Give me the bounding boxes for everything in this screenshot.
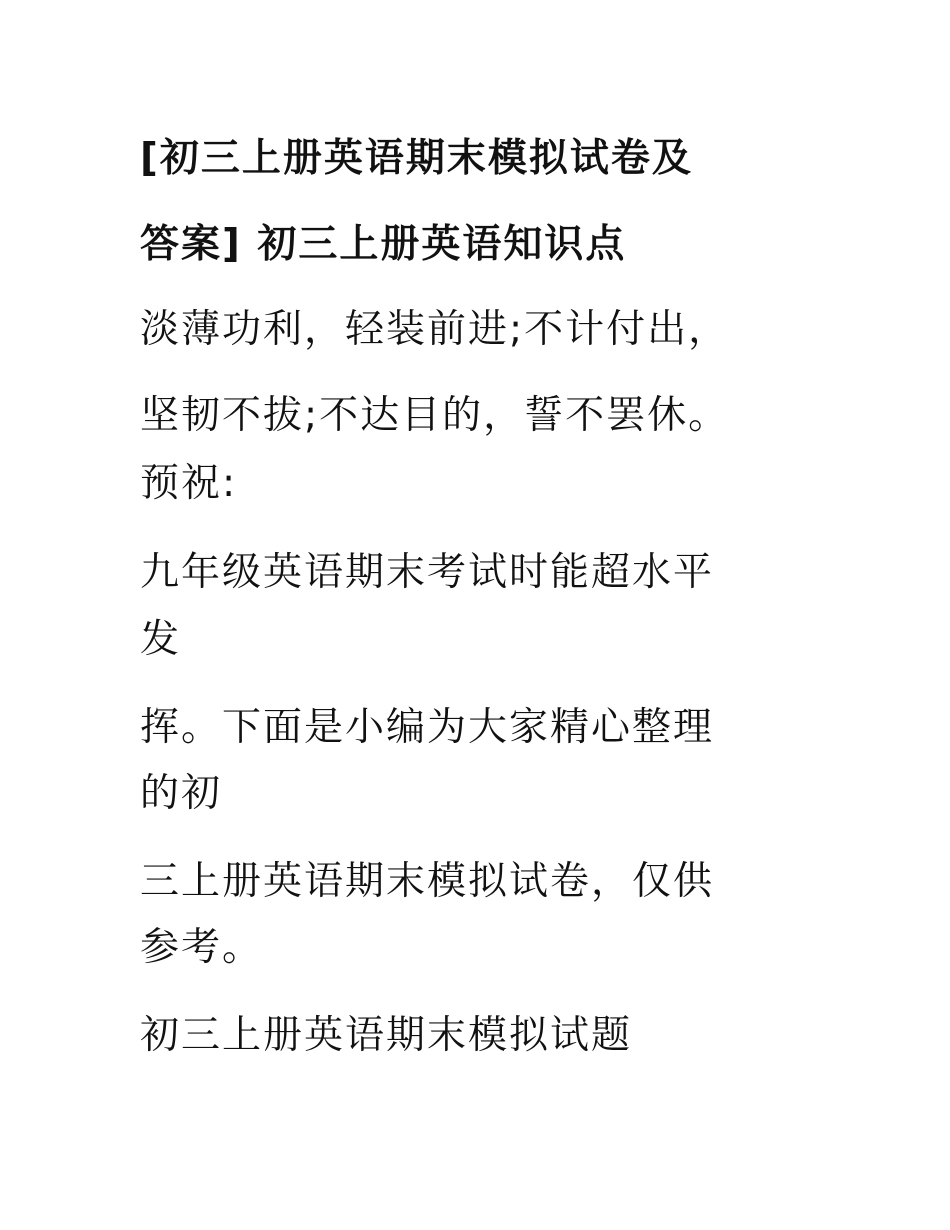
body-text-line: 发 [140,617,182,662]
body-text-line: 九年级英语期末考试时能超水平 [140,550,715,595]
body-text-line: 淡薄功利，轻装前进;不计付出， [140,307,730,352]
body-text-line: 预祝: [140,461,238,506]
document-title-line-1: [初三上册英语期末模拟试卷及 [140,136,693,181]
body-text-line: 的初 [140,771,223,816]
body-text-line: 挥。下面是小编为大家精心整理 [140,705,715,750]
body-text-line: 三上册英语期末模拟试卷，仅供 [140,859,715,904]
body-text-line: 参考。 [140,925,264,970]
document-title-line-2: 答案] 初三上册英语知识点 [140,222,627,267]
body-text-line: 初三上册英语期末模拟试题 [140,1013,633,1058]
body-text-line: 坚韧不拔;不达目的，誓不罢休。 [140,393,730,438]
